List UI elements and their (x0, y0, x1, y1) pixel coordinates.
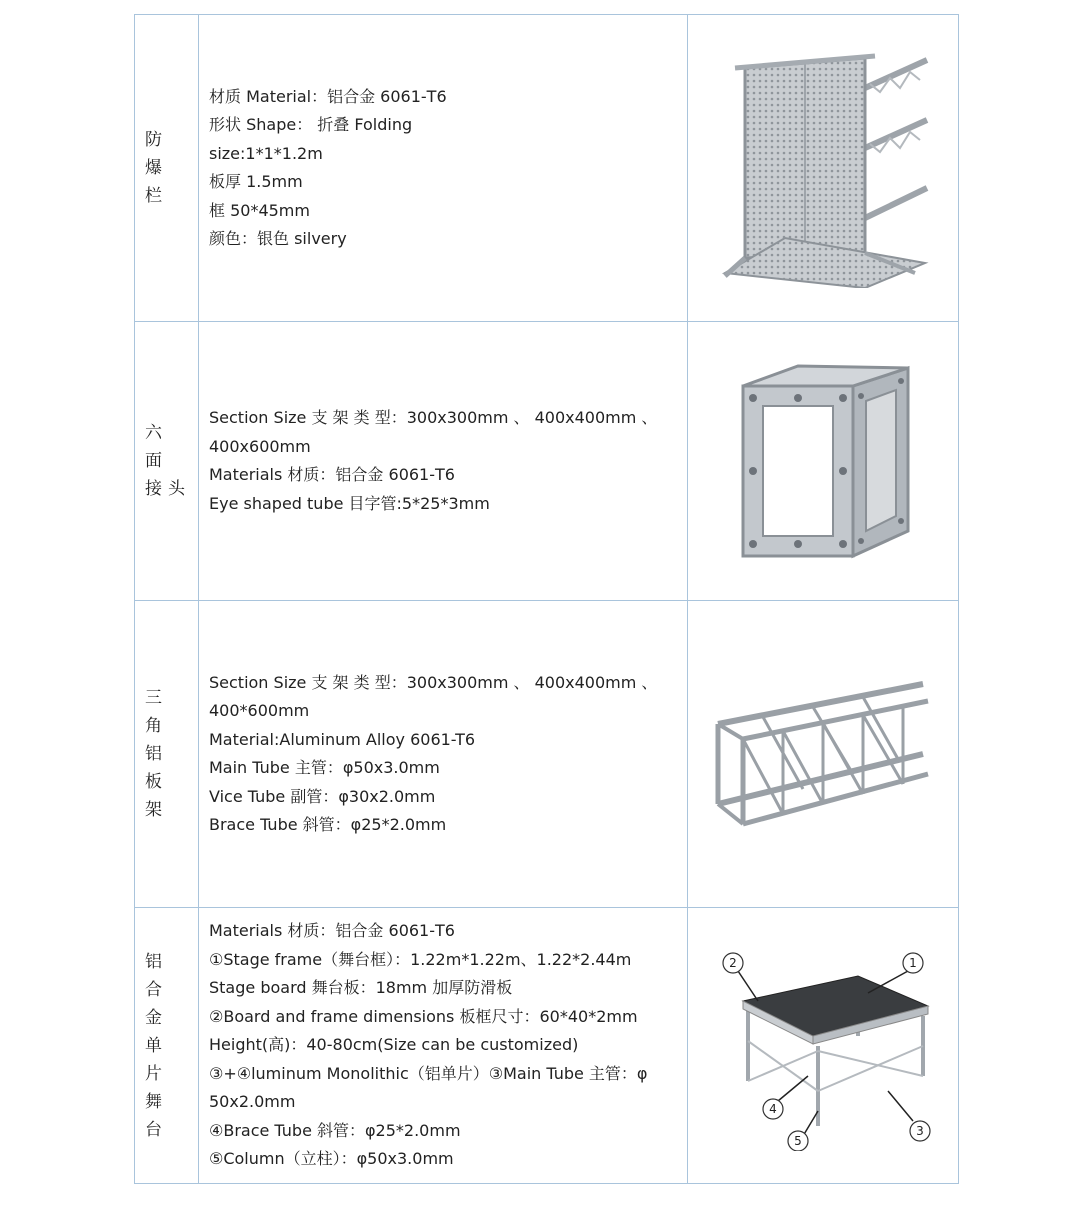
table-row (135, 15, 959, 322)
callout-2: 2 (729, 955, 737, 970)
spec-line: 板厚 1.5mm (209, 172, 303, 191)
truss-image (713, 679, 933, 829)
spec-table (134, 14, 959, 1184)
spec-line: Brace Tube 斜管：φ25*2.0mm (209, 815, 447, 834)
spec-line: Vice Tube 副管：φ30x2.0mm (209, 786, 436, 806)
product-name-line: 栏 (145, 186, 168, 206)
product-name-line: 铝 板 (145, 744, 180, 792)
spec-line: ③+④luminum Monolithic（铝单片）③Main Tube 主管：φ (209, 1063, 648, 1083)
spec-cell (199, 15, 688, 322)
product-name-line: 三 角 (145, 688, 180, 736)
spec-line: Material:Aluminum Alloy 6061-T6 (209, 729, 476, 749)
spec-line: 颜色：银色 silvery (209, 229, 347, 248)
product-name-line: 台 (145, 1119, 168, 1140)
spec-line: Materials 材质：铝合金 6061-T6 (209, 921, 455, 941)
product-name-cell (135, 322, 199, 601)
table-row (135, 908, 959, 1184)
table-row (135, 601, 959, 908)
spec-line: ②Board and frame dimensions 板框尺寸：60*40*2mm (209, 1006, 638, 1026)
product-image-cell (688, 15, 959, 322)
spec-cell (199, 908, 688, 1184)
stage-platform-image (708, 941, 938, 1151)
product-image-cell (688, 322, 959, 601)
product-name-line: 铝 合 (145, 951, 180, 1000)
crowd-barrier-image (715, 48, 931, 288)
spec-line: Eye shaped tube 目字管:5*25*3mm (209, 493, 490, 513)
spec-line: ①Stage frame（舞台框）：1.22m*1.22m、1.22*2.44m (209, 949, 632, 969)
product-name-line: 接头 (145, 479, 191, 499)
product-name-cell (135, 15, 199, 322)
callout-3: 3 (916, 1123, 924, 1138)
spec-line: Stage board 舞台板：18mm 加厚防滑板 (209, 978, 513, 998)
callout-1: 1 (909, 955, 917, 970)
spec-line: 400x600mm (209, 436, 311, 456)
spec-line: Section Size 支 架 类 型：300x300mm 、 400x400mm 、 (209, 672, 658, 692)
product-name-line: 金 单 (145, 1007, 180, 1056)
product-name-line: 防 爆 (145, 130, 180, 178)
spec-line: 50x2.0mm (209, 1092, 296, 1112)
spec-line: 材质 Material：铝合金 6061-T6 (209, 86, 447, 106)
product-name-cell (135, 601, 199, 908)
product-name-line: 六 面 (145, 423, 180, 471)
product-name-cell (135, 908, 199, 1184)
product-name-line: 片 舞 (145, 1063, 180, 1112)
spec-line: Height(高)：40-80cm(Size can be customized) (209, 1035, 579, 1055)
product-image-cell (688, 601, 959, 908)
spec-cell (199, 601, 688, 908)
callout-4: 4 (769, 1101, 777, 1116)
product-name-line: 架 (145, 800, 168, 820)
spec-line: 框 50*45mm (209, 200, 310, 220)
table-row (135, 322, 959, 601)
spec-line: size:1*1*1.2m (209, 143, 323, 163)
callout-5: 5 (794, 1133, 802, 1148)
six-way-junction-image (728, 356, 918, 566)
spec-line: ⑤Column（立柱）：φ50x3.0mm (209, 1149, 454, 1169)
spec-line: ④Brace Tube 斜管：φ25*2.0mm (209, 1120, 461, 1140)
spec-line: Section Size 支 架 类 型：300x300mm 、 400x400mm 、 (209, 408, 658, 427)
spec-line: Main Tube 主管：φ50x3.0mm (209, 758, 440, 777)
spec-line: 形状 Shape： 折叠 Folding (209, 115, 413, 134)
spec-line: Materials 材质：铝合金 6061-T6 (209, 465, 455, 484)
spec-cell (199, 322, 688, 601)
spec-line: 400*600mm (209, 701, 310, 720)
product-image-cell (688, 908, 959, 1184)
